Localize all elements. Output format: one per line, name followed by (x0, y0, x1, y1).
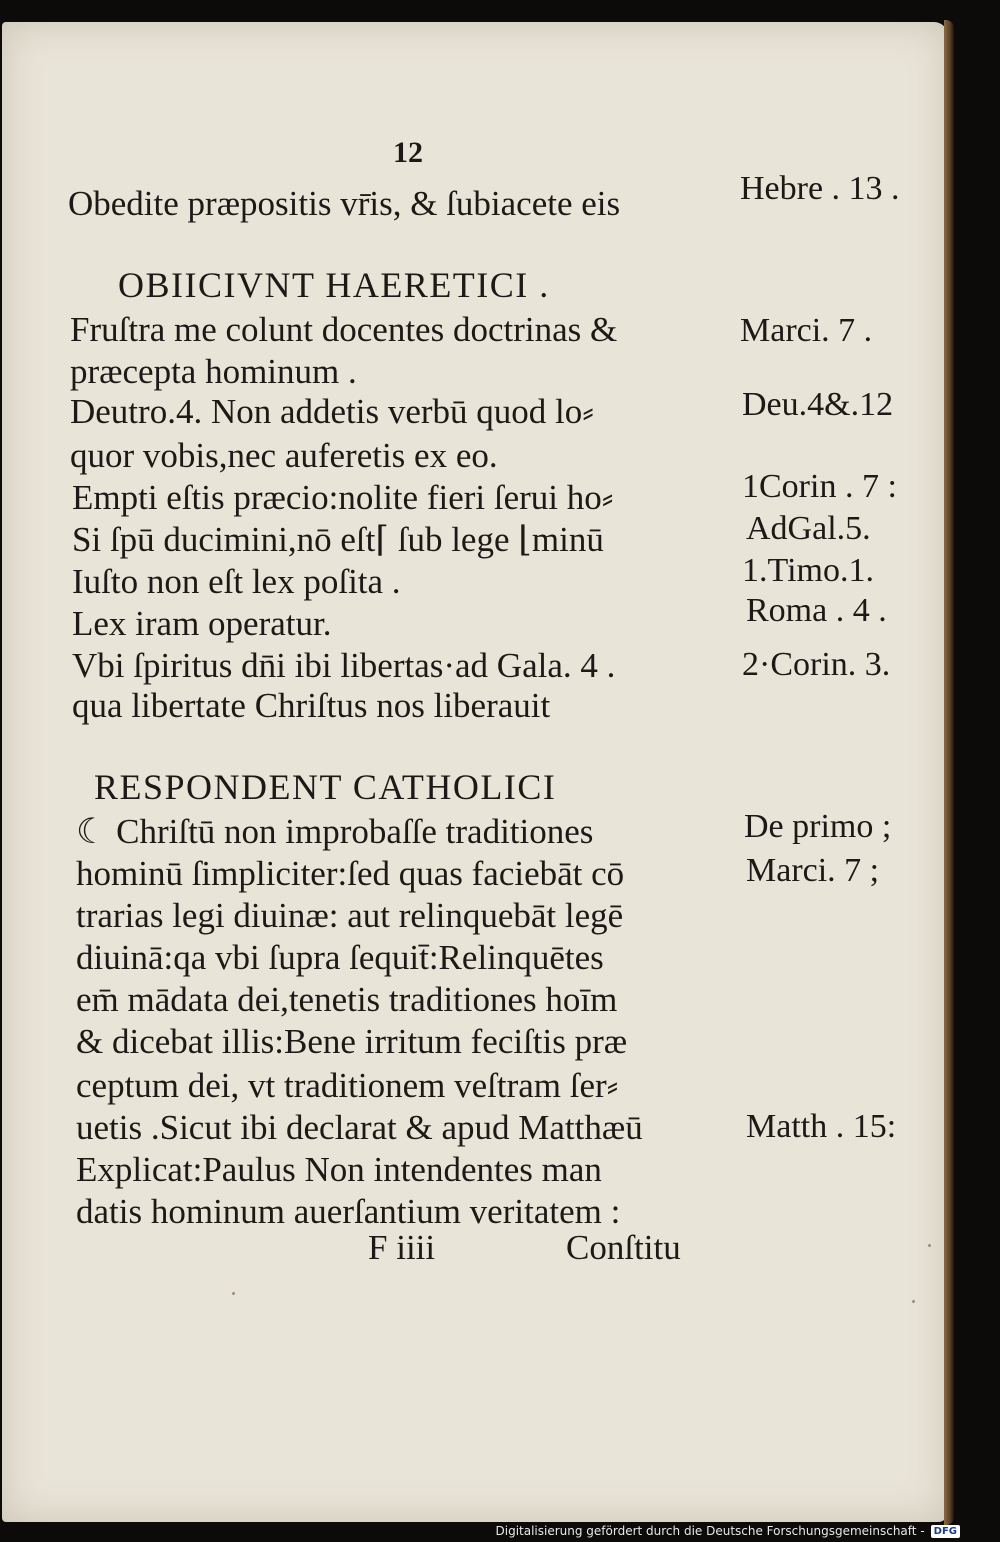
section-heading: OBIICIVNT HAERETICI . (118, 265, 550, 305)
text-line: uetis .Sicut ibi declarat & apud Matthæū (76, 1108, 643, 1147)
margin-note: 1Corin . 7 : (742, 468, 897, 505)
text-line: Explicat:Paulus Non intendentes man (76, 1150, 602, 1189)
margin-note: Hebre . 13 . (740, 170, 900, 207)
margin-note: Deu.4&.12 (742, 386, 894, 423)
text-line: Deutro.4. Non addetis verbū quod lo⸗ (70, 392, 594, 431)
digitization-footer (496, 1524, 961, 1538)
margin-note: AdGal.5. (746, 510, 871, 547)
margin-note: Roma . 4 . (746, 592, 887, 629)
text-line: Lex iram operatur. (72, 604, 332, 643)
text-line: Fruſtra me colunt docentes doctrinas & (70, 310, 618, 349)
text-line: Si ſpū ducimini,nō eſt⌈ ſub lege ⌊minū (72, 520, 604, 559)
margin-note: Matth . 15: (746, 1108, 897, 1145)
text-line: Iuſto non eſt lex poſita . (72, 562, 401, 601)
catchword: Conſtitu (566, 1228, 681, 1267)
signature-mark: F iiii (368, 1228, 436, 1267)
page-number: 12 (393, 136, 423, 169)
text-line: em̄ mādata dei,tenetis traditiones hoīm (76, 980, 618, 1019)
text-line: diuinā:qa vbi ſupra ſequit̄:Relinquētes (76, 938, 604, 977)
text-line: trarias legi diuinæ: aut relinquebāt legē (76, 896, 624, 935)
text-line: Vbi ſpiritus dn̄i ibi libertas·ad Gala. 4 . (72, 646, 616, 685)
margin-note: 2·Corin. 3. (742, 646, 891, 683)
margin-note: Marci. 7 ; (746, 852, 880, 889)
paper-speck (232, 1292, 235, 1295)
paper-speck (928, 1244, 931, 1247)
paper-speck (912, 1300, 915, 1303)
section-heading: RESPONDENT CATHOLICI (94, 767, 557, 807)
text-line: quor vobis,nec auferetis ex eo. (70, 436, 498, 475)
text-line: hominū ſimpliciter:ſed quas faciebāt cō (76, 854, 625, 893)
margin-note: 1.Timo.1. (742, 552, 874, 589)
margin-note: Marci. 7 . (740, 312, 873, 349)
text-line: Obedite præpositis vr̄is, & ſubiacete eis (68, 184, 621, 223)
text-line: datis hominum auerſantium veritatem : (76, 1192, 621, 1231)
text-line: ☾ Chriſtū non improbaſſe traditiones (76, 812, 594, 851)
margin-note: De primo ; (744, 808, 892, 845)
dfg-logo: DFG (931, 1525, 960, 1538)
text-line: Empti eſtis præcio:nolite fieri ſerui ho⸗ (72, 478, 614, 517)
text-line: qua libertate Chriſtus nos liberauit (72, 686, 551, 725)
text-line: & dicebat illis:Bene irritum feciſtis præ (76, 1022, 628, 1061)
text-line: præcepta hominum . (70, 352, 357, 391)
footer-text: Digitalisierung gefördert durch die Deutsche Forschungsgemeinschaft - (495, 1524, 925, 1538)
text-line: ceptum dei, vt traditionem veſtram ſer⸗ (76, 1066, 619, 1105)
page-edge (944, 20, 954, 1525)
